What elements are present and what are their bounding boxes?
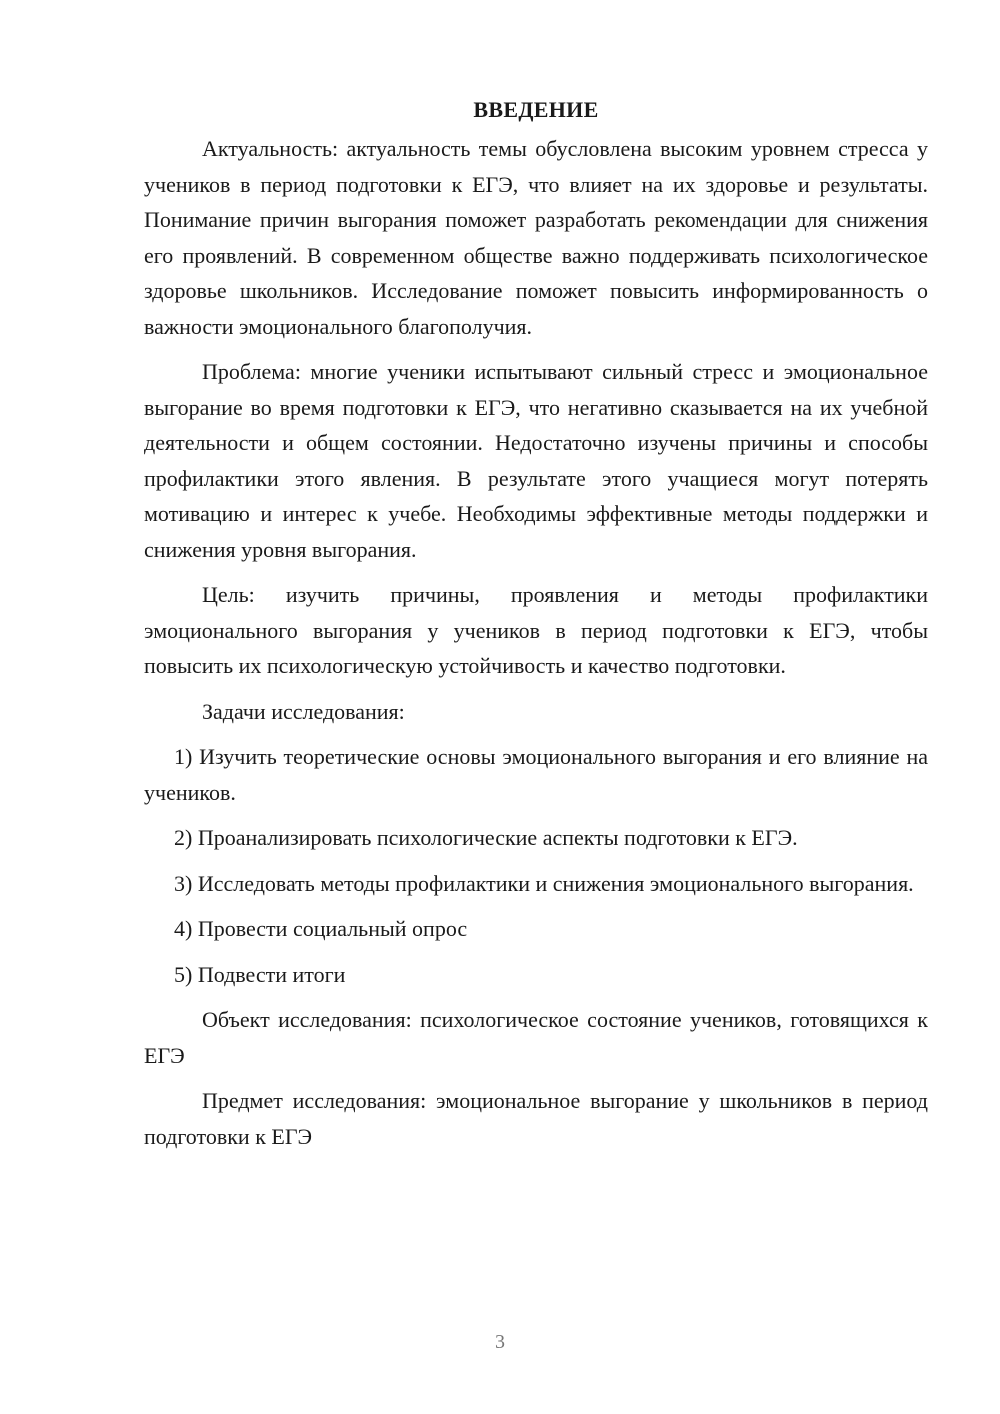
relevance-paragraph: Актуальность: актуальность темы обусловлена высоким уровнем стресса у учеников в период подготовки к ЕГЭ, что влияет на их здоровье и результаты. Понимание причин выгорания поможет разработать рекомендации для снижения его проявлений. В современном обществе важно поддерживать психологическое здоровье школьников. Исследование поможет повысить информированность о важности эмоционального благополучия.	[144, 136, 928, 339]
task-item-3: 3) Исследовать методы профилактики и снижения эмоционального выгорания.	[174, 870, 914, 896]
page-number: 3	[495, 1331, 505, 1353]
page-content	[144, 92, 928, 1164]
research-object-paragraph: Объект исследования: психологическое состояние учеников, готовящихся к ЕГЭ	[144, 1007, 928, 1068]
goal-paragraph: Цель: изучить причины, проявления и методы профилактики эмоционального выгорания у учеников в период подготовки к ЕГЭ, чтобы повысить их психологическую устойчивость и качество подготовки.	[144, 582, 928, 678]
task-item-4: 4) Провести социальный опрос	[174, 916, 468, 941]
research-subject-paragraph: Предмет исследования: эмоциональное выгорание у школьников в период подготовки к ЕГЭ	[144, 1088, 928, 1149]
problem-paragraph: Проблема: многие ученики испытывают сильный стресс и эмоциональное выгорание во время подготовки к ЕГЭ, что негативно сказывается на их учебной деятельности и общем состоянии. Недостаточно изучены причины и способы профилактики этого явления. В результате этого учащиеся могут потерять мотивацию и интерес к учебе. Необходимы эффективные методы поддержки и снижения уровня выгорания.	[144, 359, 928, 562]
tasks-heading: Задачи исследования:	[202, 698, 405, 724]
task-item-1: 1) Изучить теоретические основы эмоционального выгорания и его влияние на учеников.	[144, 744, 928, 805]
task-item-2: 2) Проанализировать психологические аспекты подготовки к ЕГЭ.	[174, 825, 798, 850]
section-title: ВВЕДЕНИЕ	[473, 97, 599, 122]
task-item-5: 5) Подвести итоги	[174, 961, 346, 987]
